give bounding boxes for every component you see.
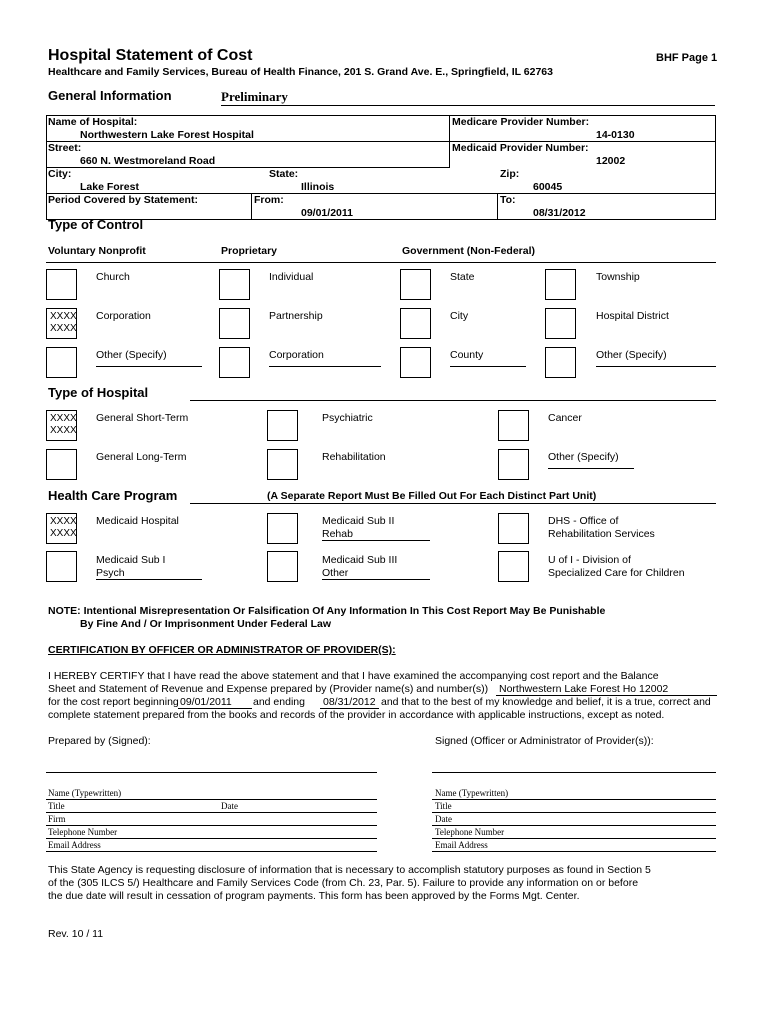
- preparer-email-label: Email Address: [48, 840, 101, 850]
- hospital-type-heading: Type of Hospital: [48, 385, 149, 400]
- certification-line-2: Sheet and Statement of Revenue and Expense prepared by (Provider name(s) and number(s)): [48, 683, 489, 695]
- other-government-label[interactable]: Other (Specify): [596, 349, 716, 367]
- other-government-checkbox[interactable]: [545, 347, 576, 378]
- government-label: Government (Non-Federal): [402, 245, 536, 257]
- medicaid-sub2-label: Medicaid Sub II: [322, 515, 395, 527]
- county-label: County: [450, 349, 526, 367]
- provider-field[interactable]: Northwestern Lake Forest Ho 12002: [496, 683, 717, 696]
- partnership-checkbox[interactable]: [219, 308, 250, 339]
- township-checkbox[interactable]: [545, 269, 576, 300]
- medicaid-sub1-sublabel: Psych: [96, 567, 202, 580]
- hospital-name-label: Name of Hospital:: [48, 116, 138, 128]
- preparer-name-label: Name (Typewritten): [48, 788, 122, 798]
- medicaid-number-label: Medicaid Provider Number:: [452, 142, 589, 154]
- corporation-label: Corporation: [96, 310, 151, 322]
- from-value[interactable]: 09/01/2011: [301, 207, 353, 219]
- checkbox-mark: XXXX: [50, 413, 77, 424]
- general-short-term-checkbox-checked[interactable]: [46, 410, 77, 441]
- disclosure-line-2: of the (305 ILCS 5/) Healthcare and Family Services Code (from Ch. 23, Par. 5). Failure to provide any information on or before: [48, 877, 639, 889]
- state-control-label: State: [450, 271, 475, 283]
- uofi-checkbox[interactable]: [498, 551, 529, 582]
- partnership-label: Partnership: [269, 310, 323, 322]
- dhs-checkbox[interactable]: [498, 513, 529, 544]
- officer-title-label: Title: [435, 801, 452, 811]
- medicaid-sub3-label: Medicaid Sub III: [322, 554, 398, 566]
- general-long-term-checkbox[interactable]: [46, 449, 77, 480]
- medicaid-sub2-checkbox[interactable]: [267, 513, 298, 544]
- medicaid-number-value[interactable]: 12002: [596, 155, 626, 167]
- checkbox-mark: XXXX: [50, 323, 77, 334]
- checkbox-mark: XXXX: [50, 311, 77, 322]
- uofi-label: U of I - Division of: [548, 554, 631, 566]
- county-checkbox[interactable]: [400, 347, 431, 378]
- other-nonprofit-label[interactable]: Other (Specify): [96, 349, 202, 367]
- individual-label: Individual: [269, 271, 314, 283]
- preparer-telephone-label: Telephone Number: [48, 827, 118, 837]
- city-value[interactable]: Lake Forest: [80, 181, 139, 193]
- certification-heading: CERTIFICATION BY OFFICER OR ADMINISTRATOR OF PROVIDER(S):: [48, 644, 396, 656]
- certification-line-3a: for the cost report beginning: [48, 696, 179, 708]
- medicaid-hospital-label: Medicaid Hospital: [96, 515, 179, 527]
- psychiatric-label: Psychiatric: [322, 412, 373, 424]
- checkbox-mark: XXXX: [50, 528, 77, 539]
- zip-label: Zip:: [500, 168, 520, 180]
- status-label: Preliminary: [221, 89, 715, 106]
- dhs-sublabel: Rehabilitation Services: [548, 528, 655, 540]
- church-label: Church: [96, 271, 130, 283]
- rehabilitation-checkbox[interactable]: [267, 449, 298, 480]
- officer-email-label: Email Address: [435, 840, 488, 850]
- page-number: BHF Page 1: [656, 52, 718, 64]
- state-checkbox[interactable]: [400, 269, 431, 300]
- hospital-district-checkbox[interactable]: [545, 308, 576, 339]
- corporation-proprietary-label: Corporation: [269, 349, 381, 367]
- preparer-title-label: Title: [48, 801, 65, 811]
- medicare-number-value[interactable]: 14-0130: [596, 129, 635, 141]
- medicaid-sub3-sublabel: Other: [322, 567, 430, 580]
- medicaid-sub2-sublabel: Rehab: [322, 528, 430, 541]
- medicaid-sub1-label: Medicaid Sub I: [96, 554, 166, 566]
- psychiatric-checkbox[interactable]: [267, 410, 298, 441]
- certification-line-4: complete statement prepared from the books and records of the provider in accordance with applicable instructions, except as noted.: [48, 709, 665, 721]
- officer-name-label: Name (Typewritten): [435, 788, 509, 798]
- state-label: State:: [269, 168, 299, 180]
- end-date-field[interactable]: 08/31/2012: [320, 696, 379, 709]
- city-checkbox[interactable]: [400, 308, 431, 339]
- medicare-number-label: Medicare Provider Number:: [452, 116, 590, 128]
- prepared-by-label: Prepared by (Signed):: [48, 735, 151, 747]
- control-heading: Type of Control: [48, 217, 144, 232]
- general-short-term-label: General Short-Term: [96, 412, 189, 424]
- period-label: Period Covered by Statement:: [48, 194, 198, 206]
- medicaid-sub1-checkbox[interactable]: [46, 551, 77, 582]
- medicaid-hospital-checkbox-checked[interactable]: [46, 513, 77, 544]
- certification-line-1: I HEREBY CERTIFY that I have read the above statement and that I have examined the accompanying cost report and the Balance: [48, 670, 659, 682]
- cancer-checkbox[interactable]: [498, 410, 529, 441]
- street-label: Street:: [48, 142, 82, 154]
- rehabilitation-label: Rehabilitation: [322, 451, 386, 463]
- officer-signature-line[interactable]: [432, 772, 716, 773]
- church-checkbox[interactable]: [46, 269, 77, 300]
- note-line-2: By Fine And / Or Imprisonment Under Federal Law: [80, 618, 332, 630]
- preparer-date-label: Date: [221, 801, 238, 811]
- township-label: Township: [596, 271, 640, 283]
- signed-by-label: Signed (Officer or Administrator of Provider(s)):: [435, 735, 654, 747]
- program-heading: Health Care Program: [48, 488, 178, 503]
- general-info-heading: General Information: [48, 88, 172, 103]
- to-value[interactable]: 08/31/2012: [533, 207, 586, 219]
- other-hospital-type-label[interactable]: Other (Specify): [548, 451, 634, 469]
- cancer-label: Cancer: [548, 412, 582, 424]
- voluntary-nonprofit-label: Voluntary Nonprofit: [48, 245, 146, 257]
- proprietary-label: Proprietary: [221, 245, 278, 257]
- general-long-term-label: General Long-Term: [96, 451, 187, 463]
- city-control-label: City: [450, 310, 469, 322]
- form-subtitle: Healthcare and Family Services, Bureau of Health Finance, 201 S. Grand Ave. E., Springfield, IL 62763: [48, 66, 553, 78]
- begin-date-field[interactable]: 09/01/2011: [178, 696, 252, 709]
- state-value[interactable]: Illinois: [301, 181, 335, 193]
- other-nonprofit-checkbox[interactable]: [46, 347, 77, 378]
- from-label: From:: [254, 194, 284, 206]
- individual-checkbox[interactable]: [219, 269, 250, 300]
- disclosure-line-3: the due date will result in cessation of program payments. This form has been approved by the Forms Mgt. Center.: [48, 890, 580, 902]
- program-note: (A Separate Report Must Be Filled Out For Each Distinct Part Unit): [267, 490, 597, 502]
- officer-date-label: Date: [435, 814, 452, 824]
- street-value[interactable]: 660 N. Westmoreland Road: [80, 155, 216, 167]
- checkbox-mark: XXXX: [50, 516, 77, 527]
- note-line-1: NOTE: Intentional Misrepresentation Or Falsification Of Any Information In This Cost Report May Be Punishable: [48, 605, 606, 617]
- to-label: To:: [500, 194, 516, 206]
- form-title: Hospital Statement of Cost: [48, 47, 253, 64]
- certification-line-3b: and ending: [253, 696, 305, 708]
- revision-label: Rev. 10 / 11: [48, 928, 104, 940]
- medicaid-sub3-checkbox[interactable]: [267, 551, 298, 582]
- certification-line-3c: and that to the best of my knowledge and belief, it is a true, correct and: [381, 696, 711, 708]
- hospital-district-label: Hospital District: [596, 310, 669, 322]
- uofi-sublabel: Specialized Care for Children: [548, 567, 685, 579]
- corporation-proprietary-checkbox[interactable]: [219, 347, 250, 378]
- dhs-label: DHS - Office of: [548, 515, 619, 527]
- prepared-signature-line[interactable]: [46, 772, 377, 773]
- other-hospital-type-checkbox[interactable]: [498, 449, 529, 480]
- preparer-firm-label: Firm: [48, 814, 66, 824]
- zip-value[interactable]: 60045: [533, 181, 563, 193]
- officer-telephone-label: Telephone Number: [435, 827, 505, 837]
- disclosure-line-1: This State Agency is requesting disclosure of information that is necessary to accomplish statutory purposes as found in Section 5: [48, 864, 651, 876]
- corporation-checkbox-checked[interactable]: [46, 308, 77, 339]
- checkbox-mark: XXXX: [50, 425, 77, 436]
- hospital-name-value[interactable]: Northwestern Lake Forest Hospital: [80, 129, 254, 141]
- city-label: City:: [48, 168, 72, 180]
